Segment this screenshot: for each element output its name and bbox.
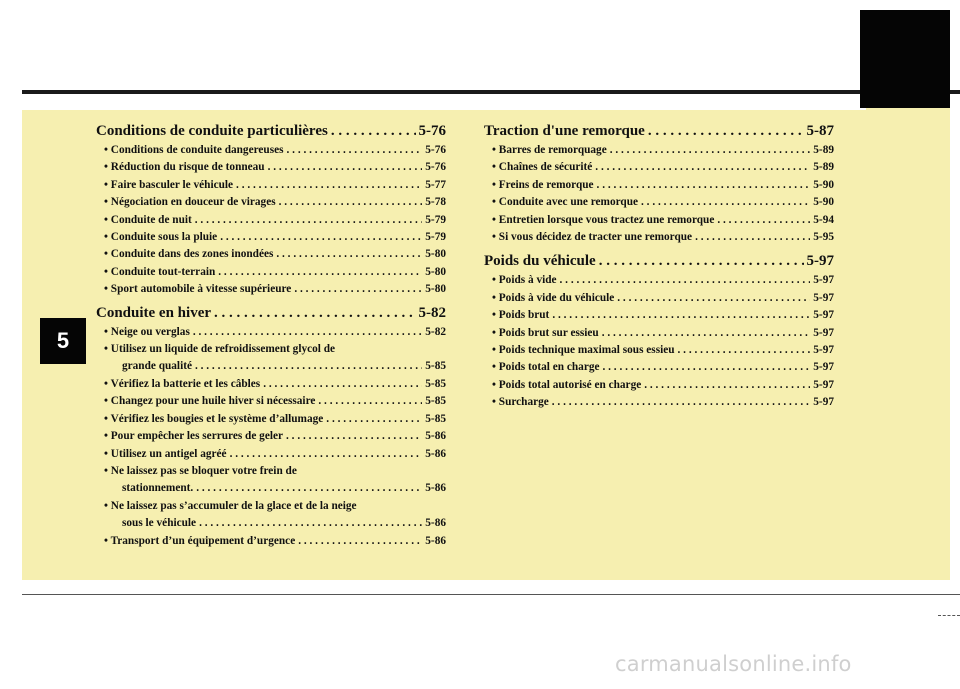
toc-entry[interactable]: • Barres de remorquage . . . 5-89 (484, 142, 834, 159)
toc-entry[interactable]: • Conduite avec une remorque . . . 5-90 (484, 194, 834, 211)
toc-entry[interactable]: • Changez pour une huile hiver si nécessaire . . . 5-85 (96, 393, 446, 410)
page-number-placeholder (938, 615, 960, 617)
section-heading[interactable]: Poids du véhicule . . . 5-97 (484, 252, 834, 270)
toc-entry[interactable]: • Conduite tout-terrain . . . 5-80 (96, 264, 446, 281)
toc-entry[interactable]: • Transport d’un équipement d’urgence . . . 5-86 (96, 533, 446, 550)
toc-entry[interactable]: • Conduite sous la pluie . . . 5-79 (96, 229, 446, 246)
section-heading[interactable]: Conditions de conduite particulières . . . 5-76 (96, 122, 446, 140)
toc-entry[interactable]: • Freins de remorque . . . 5-90 (484, 177, 834, 194)
toc-entry[interactable]: • Conditions de conduite dangereuses . . . 5-76 (96, 142, 446, 159)
toc-entry[interactable]: • Poids technique maximal sous essieu . . . 5-97 (484, 342, 834, 359)
toc-column-left (96, 122, 446, 550)
toc-entry[interactable]: • Ne laissez pas se bloquer votre frein de stationnement. . . . 5-86 (96, 463, 446, 498)
toc-entry[interactable]: • Poids total en charge . . . 5-97 (484, 359, 834, 376)
toc-entry[interactable]: • Conduite dans des zones inondées . . . 5-80 (96, 246, 446, 263)
corner-tab-block (860, 10, 950, 108)
toc-column-right (484, 122, 834, 412)
toc-entry[interactable]: • Sport automobile à vitesse supérieure . . . 5-80 (96, 281, 446, 298)
toc-entry[interactable]: • Réduction du risque de tonneau . . . 5-76 (96, 159, 446, 176)
toc-entry[interactable]: • Poids total autorisé en charge . . . 5-97 (484, 377, 834, 394)
chapter-tab[interactable]: 5 (40, 318, 86, 364)
toc-entry[interactable]: • Utilisez un antigel agréé . . . 5-86 (96, 446, 446, 463)
toc-entry[interactable]: • Neige ou verglas . . . 5-82 (96, 324, 446, 341)
toc-entry[interactable]: • Poids à vide du véhicule . . . 5-97 (484, 290, 834, 307)
toc-entry[interactable]: • Ne laissez pas s’accumuler de la glace et de la neige sous le véhicule . . . 5-86 (96, 498, 446, 533)
toc-entry[interactable]: • Surcharge . . . 5-97 (484, 394, 834, 411)
watermark: carmanualsonline.info (615, 652, 852, 676)
toc-entry[interactable]: • Poids brut sur essieu . . . 5-97 (484, 325, 834, 342)
toc-entry[interactable]: • Conduite de nuit . . . 5-79 (96, 212, 446, 229)
toc-entry[interactable]: • Négociation en douceur de virages . . . 5-78 (96, 194, 446, 211)
toc-entry[interactable]: • Utilisez un liquide de refroidissement glycol de grande qualité . . . 5-85 (96, 341, 446, 376)
toc-entry[interactable]: • Poids à vide . . . 5-97 (484, 272, 834, 289)
toc-entry[interactable]: • Chaînes de sécurité . . . 5-89 (484, 159, 834, 176)
toc-entry[interactable]: • Si vous décidez de tracter une remorque . . . 5-95 (484, 229, 834, 246)
section-heading[interactable]: Traction d'une remorque . . . 5-87 (484, 122, 834, 140)
toc-entry[interactable]: • Vérifiez les bougies et le système d’allumage . . . 5-85 (96, 411, 446, 428)
toc-entry[interactable]: • Vérifiez la batterie et les câbles . . . 5-85 (96, 376, 446, 393)
toc-entry[interactable]: • Faire basculer le véhicule . . . 5-77 (96, 177, 446, 194)
bottom-rule (22, 594, 960, 595)
toc-entry[interactable]: • Pour empêcher les serrures de geler . . . 5-86 (96, 428, 446, 445)
toc-entry[interactable]: • Poids brut . . . 5-97 (484, 307, 834, 324)
right-margin-panel (866, 108, 950, 580)
top-rule (22, 90, 960, 94)
section-heading[interactable]: Conduite en hiver . . . 5-82 (96, 304, 446, 322)
toc-entry[interactable]: • Entretien lorsque vous tractez une remorque . . . 5-94 (484, 212, 834, 229)
